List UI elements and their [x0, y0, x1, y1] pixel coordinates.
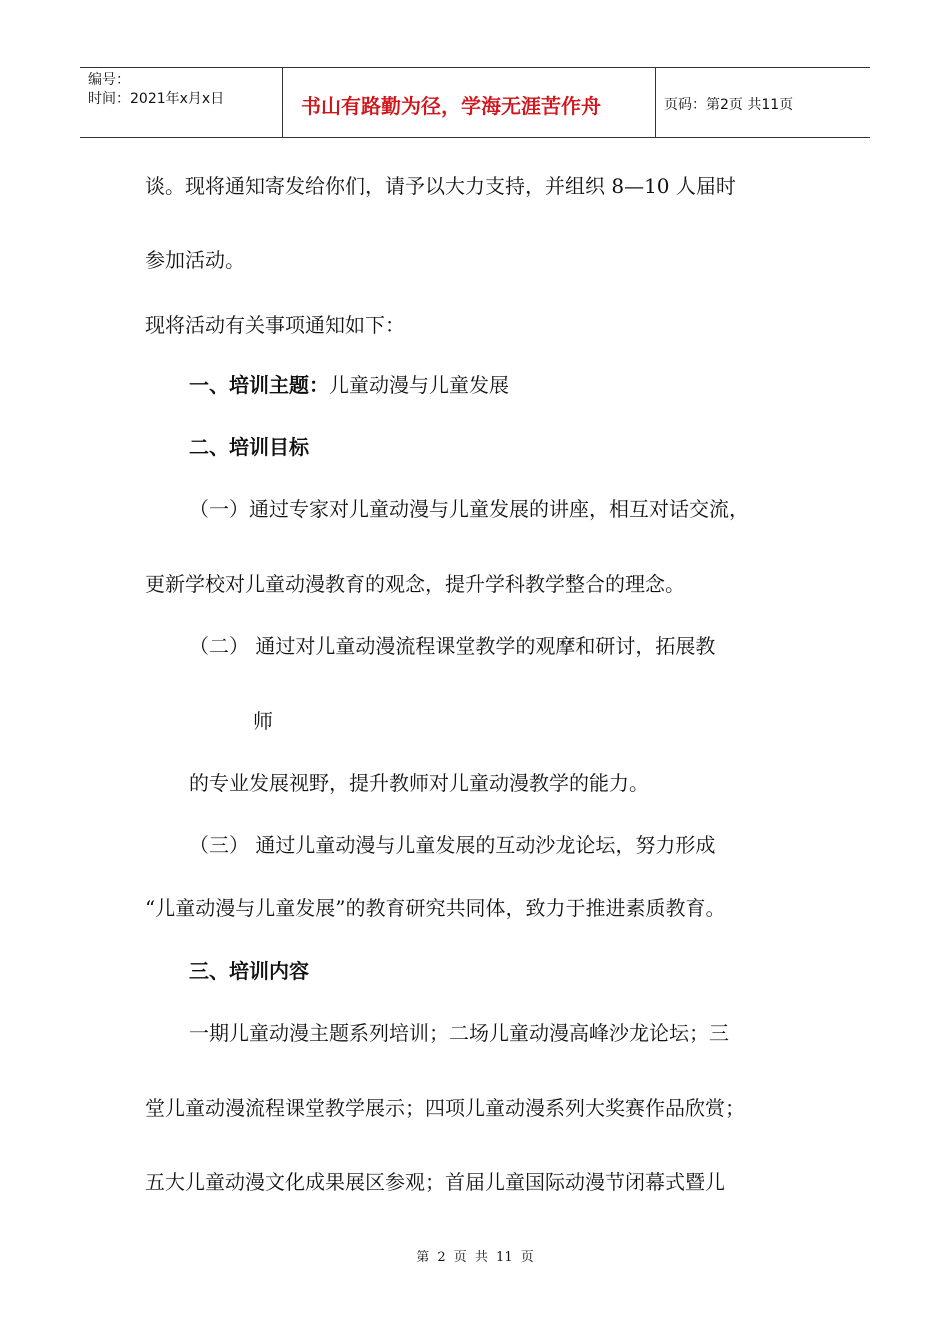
page-info: 页码：第2页 共11页: [664, 97, 794, 113]
body-line: 更新学校对儿童动漫教育的观念，提升学科教学整合的理念。: [145, 572, 685, 596]
document-number: 编号：: [88, 72, 130, 88]
header-motto-cell: [283, 68, 656, 137]
body-line: 师: [253, 709, 273, 733]
body-line: 堂儿童动漫流程课堂教学展示；四项儿童动漫系列大奖赛作品欣赏；: [145, 1096, 745, 1120]
body-line: 谈。现将通知寄发给你们，请予以大力支持，并组织 8—10 人届时: [145, 174, 736, 198]
section-heading-content: 三、培训内容: [189, 959, 309, 983]
header-page-cell: [656, 68, 870, 137]
section-heading-goals: 二、培训目标: [189, 435, 309, 459]
body-line: （一）通过专家对儿童动漫与儿童发展的讲座，相互对话交流，: [189, 497, 749, 521]
body-line: 五大儿童动漫文化成果展区参观；首届儿童国际动漫节闭幕式暨儿: [145, 1170, 725, 1194]
body-line: 参加活动。: [145, 248, 245, 272]
header-meta-cell: [80, 68, 283, 137]
theme-label: 一、培训主题：: [189, 373, 329, 397]
motto: 书山有路勤为径，学海无涯苦作舟: [301, 94, 601, 118]
page-footer: 第 2 页 共 11 页: [416, 1250, 534, 1265]
body-line: 一期儿童动漫主题系列培训；二场儿童动漫高峰沙龙论坛；三: [189, 1021, 729, 1045]
body-line: （二） 通过对儿童动漫流程课堂教学的观摩和研讨，拓展教: [189, 634, 716, 658]
page-header: [80, 67, 870, 138]
theme-text: 儿童动漫与儿童发展: [329, 373, 509, 397]
section-heading-theme: [189, 373, 509, 397]
body-line: 的专业发展视野，提升教师对儿童动漫教学的能力。: [189, 771, 649, 795]
body-line: 现将活动有关事项通知如下：: [145, 313, 405, 337]
document-date: 时间：2021年x月x日: [88, 91, 225, 107]
body-line: “儿童动漫与儿童发展”的教育研究共同体，致力于推进素质教育。: [145, 896, 726, 920]
body-line: （三） 通过儿童动漫与儿童发展的互动沙龙论坛，努力形成: [189, 833, 716, 857]
